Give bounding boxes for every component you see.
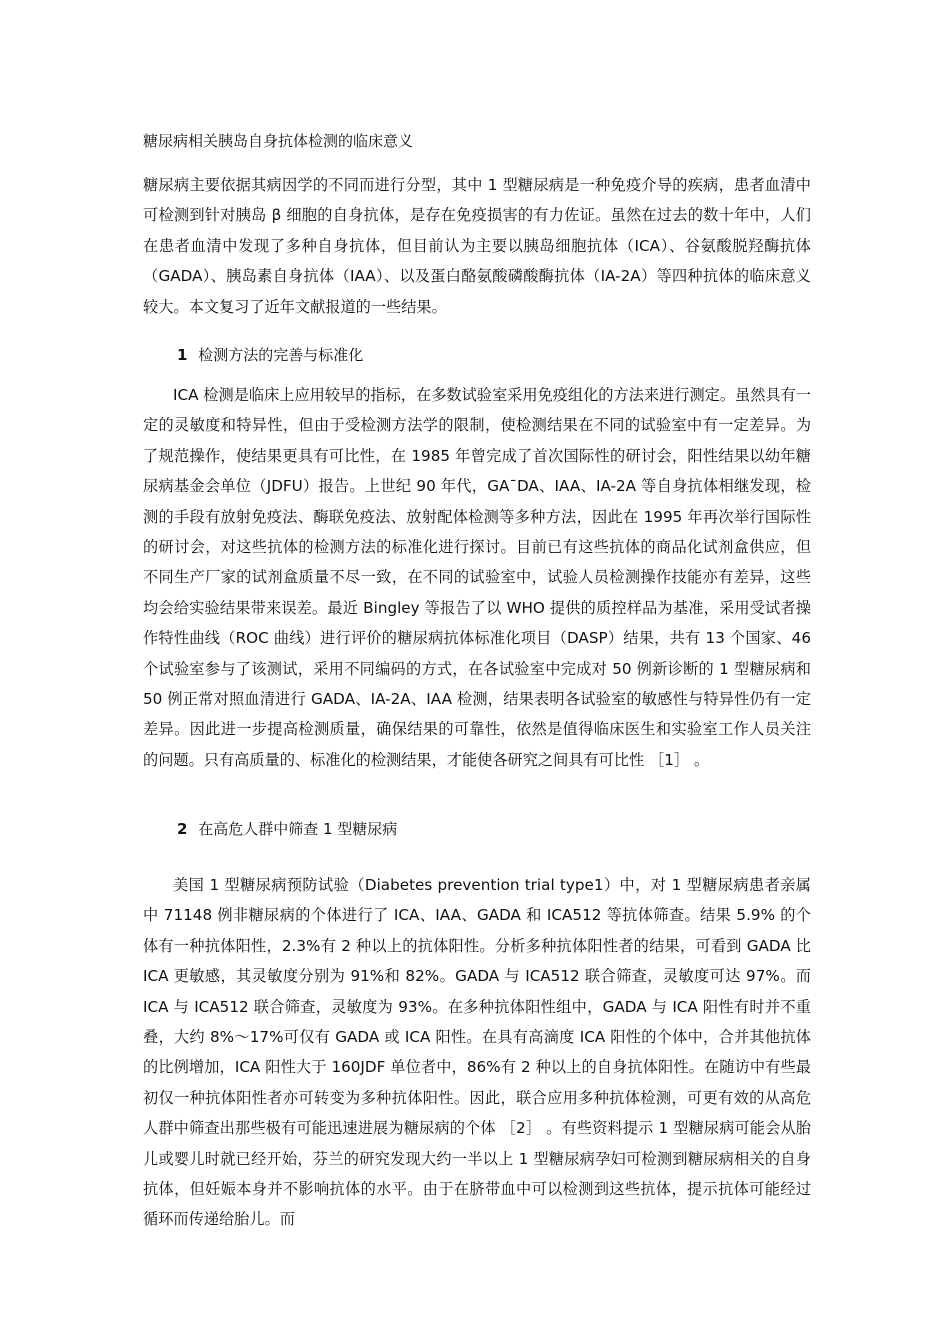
document-title: 糖尿病相关胰岛自身抗体检测的临床意义 [143,132,414,150]
section-1-body: ICA 检测是临床上应用较早的指标，在多数试验室采用免疫组化的方法来进行测定。虽然具有一定的灵敏度和特异性，但由于受检测方法学的限制，使检测结果在不同的试验室中有一定差异。为了规范操作，使结果更具有可比性，在 1985 年曾完成了首次国际性的研讨会，阳性结果以幼年糖尿病基金会单位（JDFU）报告。上世纪 90 年代，GA¯DA、IAA、IA-2A 等自身抗体相继发现，检测的手段有放射免疫法、酶联免疫法、放射配体检测等多种方法，因此在 1995 年再次举行国际性的研讨会，对这些抗体的检测方法的标准化进行探讨。目前已有这些抗体的商品化试剂盒供应，但不同生产厂家的试剂盒质量不尽一致，在不同的试验室中，试验人员检测操作技能亦有差异，这些均会给实验结果带来误差。最近 Bingley 等报告了以 WHO 提供的质控样品为基准，采用受试者操作特性曲线（ROC 曲线）进行评价的糖尿病抗体标准化项目（DASP）结果，共有 13 个国家、46 个试验室参与了该测试，采用不同编码的方式，在各试验室中完成对 50 例新诊断的 1 型糖尿病和 50 例正常对照血清进行 GADA、IA-2A、IAA 检测，结果表明各试验室的敏感性与特异性仍有一定差异。因此进一步提高检测质量，确保结果的可靠性，依然是值得临床医生和实验室工作人员关注的问题。只有高质量的、标准化的检测结果，才能使各研究之间具有可比性 ［1］ 。 [143,386,811,769]
section-1-heading [177,345,363,365]
section-2-body: 美国 1 型糖尿病预防试验（Diabetes prevention trial type1）中，对 1 型糖尿病患者亲属中 71148 例非糖尿病的个体进行了 ICA、IAA、GADA 和 ICA512 等抗体筛查。结果 5.9% 的个体有一种抗体阳性，2.3%有 2 种以上的抗体阳性。分析多种抗体阳性者的结果，可看到 GADA 比 ICA 更敏感，其灵敏度分别为 91%和 82%。GADA 与 ICA512 联合筛查，灵敏度可达 97%。而 ICA 与 ICA512 联合筛查，灵敏度为 93%。在多种抗体阳性组中，GADA 与 ICA 阳性有时并不重叠，大约 8%～17%可仅有 GADA 或 ICA 阳性。在具有高滴度 ICA 阳性的个体中，合并其他抗体的比例增加，ICA 阳性大于 160JDF 单位者中，86%有 2 种以上的自身抗体阳性。在随访中有些最初仅一种抗体阳性者亦可转变为多种抗体阳性。因此，联合应用多种抗体检测，可更有效的从高危人群中筛查出那些极有可能迅速进展为糖尿病的个体 ［2］ 。有些资料提示 1 型糖尿病可能会从胎儿或婴儿时就已经开始，芬兰的研究发现大约一半以上 1 型糖尿病孕妇可检测到糖尿病相关的自身抗体，但妊娠本身并不影响抗体的水平。由于在脐带血中可以检测到这些抗体，提示抗体可能经过循环而传递给胎儿。而 [143,876,811,1229]
section-2-number: 2 [177,820,188,838]
section-1-title: 检测方法的完善与标准化 [198,346,364,364]
section-2-title: 在高危人群中筛查 1 型糖尿病 [198,820,398,838]
section-1-number: 1 [177,346,188,364]
intro-paragraph: 糖尿病主要依据其病因学的不同而进行分型，其中 1 型糖尿病是一种免疫介导的疾病，患者血清中可检测到针对胰岛 β 细胞的自身抗体，是存在免疫损害的有力佐证。虽然在过去的数十年中，人们在患者血清中发现了多种自身抗体，但目前认为主要以胰岛细胞抗体（ICA）、谷氨酸脱羟酶抗体（GADA）、胰岛素自身抗体（IAA）、以及蛋白酪氨酸磷酸酶抗体（IA-2A）等四种抗体的临床意义较大。本文复习了近年文献报道的一些结果。 [143,176,811,316]
section-2-heading [177,819,397,839]
